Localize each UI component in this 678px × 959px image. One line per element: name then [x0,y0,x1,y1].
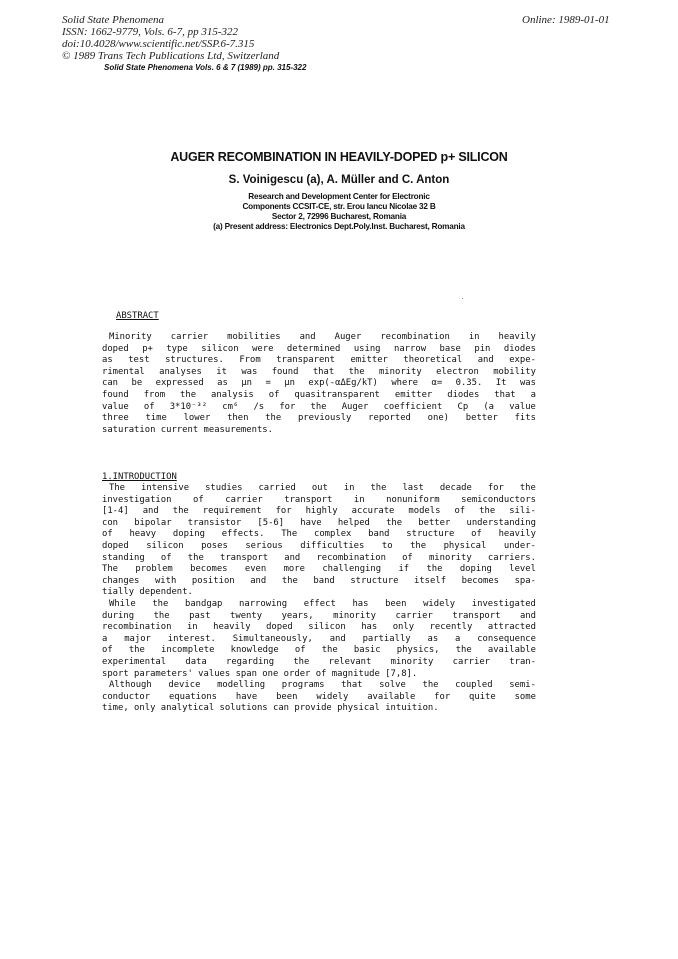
word: narrow [394,343,427,354]
word: of [294,645,306,656]
word: decade [439,483,472,493]
word: found [271,366,299,377]
paper-authors: S. Voinigescu (a), A. Müller and C. Anton [228,174,450,186]
word: serious [245,540,283,551]
word: incomplete [161,645,215,656]
word: and [299,332,316,342]
text-line [102,506,536,518]
word: the [187,552,204,563]
word: bandgap [185,598,223,609]
word: for [279,401,296,412]
word: interest. [167,633,216,644]
word: theoretical [403,355,463,366]
word: narrowing [239,598,288,609]
word: was [519,378,536,389]
word: the [370,483,387,493]
word: the [410,540,427,551]
word: device [168,680,201,691]
text-line [102,402,536,414]
word: under- [503,540,536,551]
word: in [343,483,355,493]
doi-line: doi:10.4028/www.scientific.net/SSP.6-7.315 [62,38,255,50]
word: band [313,575,335,586]
word: Auger [341,401,369,412]
word: The [281,529,298,540]
word: in [468,332,480,342]
word: previously [297,413,352,424]
word: and [519,610,536,621]
word: itself [414,575,447,586]
word: even [244,564,267,575]
word: in [186,622,198,633]
word: Simultaneously, [232,633,313,644]
word: transistor [187,517,242,528]
word: While [109,598,136,609]
word: were [252,343,274,354]
text-line [102,634,536,646]
word: the [386,517,403,528]
word: the [281,575,298,586]
word: base [439,343,461,354]
word: The [102,564,119,575]
word: determined [286,343,341,354]
word: and [142,506,159,517]
word: was [241,366,258,377]
scan-speck [462,298,463,299]
word: conductor [102,691,151,702]
text-line [102,483,536,495]
text-line [102,564,536,576]
word: doping [459,564,492,575]
abstract-body [102,332,536,436]
word: during [102,610,135,621]
word: programs [281,680,325,691]
text-line [102,367,536,379]
word: the [310,401,327,412]
word: effect [303,598,336,609]
word: analyses [159,366,202,377]
word: widely [316,691,349,702]
word: α= [431,378,443,389]
word: μn [284,378,295,389]
word: has [361,622,378,633]
word: that [312,366,335,377]
text-line [102,332,536,344]
word: heavily [498,529,536,540]
text-line [102,413,536,425]
word: the [128,645,145,656]
word: quasitransparent [294,389,380,400]
word: the [152,598,169,609]
word: minority [428,552,472,563]
word: the [479,506,496,517]
word: carriers. [487,552,536,563]
word: only [392,622,415,633]
word: bipolar [134,517,172,528]
word: have [300,517,322,528]
abstract-heading: ABSTRACT [116,311,159,321]
word: of [102,645,113,656]
copyright-line: © 1989 Trans Tech Publications Ltd, Switzerland [62,50,280,62]
text-line [102,541,536,553]
word: with [154,575,177,586]
text-line [102,553,536,565]
word: the [153,610,170,621]
affiliation-line-1: Research and Development Center for Electronic [248,192,430,201]
word: carrier [452,656,491,667]
word: recombination [380,332,450,342]
word: level [509,564,536,575]
word: past [189,610,211,621]
word: twenty [230,610,263,621]
word: and [329,633,346,644]
word: investigation [102,494,172,505]
word: in [353,494,365,505]
word: changes [102,575,140,586]
word: of [268,389,280,400]
word: value [102,401,129,412]
word: standing [102,552,145,563]
word: a [530,389,536,400]
word: investigated [471,598,536,609]
running-head: Solid State Phenomena Vols. 6 & 7 (1989) pp. 315-322 [104,63,307,72]
text-line [102,518,536,530]
word: more [283,564,305,575]
text-line [102,611,536,623]
text-line [102,378,536,390]
word: difficulties [300,540,365,551]
text-line [102,692,536,704]
introduction-heading: 1.INTRODUCTION [102,472,177,482]
word: found [102,389,129,400]
text-line [102,657,536,669]
word: type [166,343,188,354]
word: accurate [351,506,395,517]
word: physical [443,540,487,551]
word: diodes [503,343,536,354]
word: Auger [334,332,362,342]
word: diodes [447,389,480,400]
word: attracted [487,622,536,633]
word: basic [353,645,381,656]
word: if [398,564,410,575]
text-line [102,529,536,541]
word: carrier [395,610,433,621]
word: transport [219,552,269,563]
word: recently [429,622,473,633]
word: partially [362,633,411,644]
word: semiconductors [461,494,536,505]
word: emitter [350,355,388,366]
word: sili- [509,506,536,517]
affiliation-line-3: Sector 2, 72996 Bucharest, Romania [271,212,407,221]
text-line [102,495,536,507]
introduction-body [102,483,536,715]
word: available [487,645,536,656]
word: transport [452,610,501,621]
word: relevant [328,656,372,667]
word: heavy [129,529,157,540]
word: heavily [213,622,251,633]
text-line [102,576,536,588]
word: structure [406,529,455,540]
word: regarding [226,656,275,667]
word: becomes [461,575,500,586]
word: structure [350,575,399,586]
word: the [422,680,439,691]
word: some [514,691,536,702]
word: lower [183,413,211,424]
word: doped [102,540,129,551]
word: doped [266,622,293,633]
word: = [265,378,271,389]
word: p+ [142,343,153,354]
word: (a [483,401,495,412]
word: poses [201,540,228,551]
word: [1-4] [102,506,129,517]
word: silicon [146,540,184,551]
word: been [385,598,407,609]
online-date: Online: 1989-01-01 [522,14,610,26]
word: a [455,633,461,644]
word: have [235,691,258,702]
word: tran- [509,656,536,667]
word: doped [102,343,129,354]
word: analysis [211,389,254,400]
text-line: sport parameters' values span one order of magnitude [7,8]. [102,668,418,679]
word: expressed [155,378,204,389]
text-line [102,599,536,611]
word: spa- [514,575,536,586]
word: quite [469,691,496,702]
word: studies [205,483,243,493]
issn-line: ISSN: 1662-9779, Vols. 6-7, pp 315-322 [62,26,238,38]
word: from [143,389,166,400]
word: highly [305,506,338,517]
word: expe- [509,355,536,366]
word: From [239,355,261,366]
word: carried [258,483,296,493]
word: that [494,389,516,400]
affiliation-line-2: Components CCSIT-CE, str. Erou Iancu Nicolae 32 B [242,202,436,211]
word: the [348,366,365,377]
word: requirement [202,506,262,517]
word: better [465,413,498,424]
word: the [426,564,443,575]
word: better [418,517,451,528]
word: minority [390,656,434,667]
word: position [191,575,235,586]
word: years, [281,610,314,621]
text-line [102,344,536,356]
word: rimental [102,366,145,377]
word: challenging [322,564,382,575]
word: emitter [394,389,433,400]
word: Minority [109,332,152,342]
word: recombination [102,622,172,633]
word: three [102,413,129,424]
word: μn [241,378,252,389]
word: transport [284,494,333,505]
text-line: tially dependent. [102,587,193,598]
word: mobilities [227,332,281,342]
word: and [284,552,301,563]
word: exp(-αΔEg/kT) [308,378,378,389]
word: out [311,483,328,493]
word: it [216,366,227,377]
word: using [353,343,381,354]
text-line [102,355,536,367]
word: understanding [466,517,536,528]
word: the [519,483,536,493]
word: 0.35. [455,378,483,389]
text-line [102,622,536,634]
word: of [143,401,155,412]
word: widely [423,598,456,609]
word: of [454,506,466,517]
word: of [471,529,482,540]
word: solve [379,680,406,691]
paper-title: AUGER RECOMBINATION IN HEAVILY-DOPED p+ SILICON [170,150,508,164]
word: where [391,378,419,389]
word: con [102,517,119,528]
word: pin [474,343,491,354]
word: Although [109,680,152,691]
word: heavily [498,332,536,342]
word: physics, [396,645,440,656]
word: last [402,483,424,493]
word: the [293,656,310,667]
word: one) [427,413,450,424]
word: equations [168,691,218,702]
word: It [495,378,507,389]
journal-name: Solid State Phenomena [62,14,165,26]
word: carrier [170,332,209,342]
word: and [250,575,267,586]
word: available [367,691,416,702]
word: doping [172,529,205,540]
word: cm⁶ [222,401,239,412]
word: mobility [493,366,536,377]
word: be [131,378,143,389]
word: then [227,413,249,424]
word: helped [337,517,370,528]
word: experimental [102,656,167,667]
word: models [408,506,441,517]
word: fits [514,413,536,424]
word: of [160,552,172,563]
word: can [102,378,119,389]
word: for [434,691,451,702]
word: minority [333,610,376,621]
word: intensive [141,483,190,493]
word: major [124,633,151,644]
word: the [172,506,189,517]
word: of [193,494,204,505]
word: carrier [225,494,263,505]
word: a [102,633,108,644]
affiliation-line-4: (a) Present address: Electronics Dept.Poly.Inst. Bucharest, Romania [213,222,465,231]
word: value [509,401,536,412]
word: silicon [201,343,239,354]
word: of [402,552,413,563]
word: the [265,413,282,424]
word: structures. [165,355,224,366]
word: electron [436,366,479,377]
word: knowledge [230,645,279,656]
word: to [381,540,393,551]
word: the [455,645,472,656]
word: coefficient [383,401,443,412]
word: silicon [308,622,346,633]
word: the [180,389,197,400]
word: semi- [509,680,536,691]
text-line [102,390,536,402]
word: test [128,355,150,366]
word: complex [314,529,352,540]
text-line [102,680,536,692]
word: /s [253,401,265,412]
word: minority [378,366,422,377]
word: coupled [455,680,493,691]
word: as [217,378,228,389]
word: The [109,483,126,493]
word: as [102,355,113,366]
word: been [276,691,298,702]
word: of [102,529,113,540]
word: for [487,483,504,493]
word: consequence [477,633,536,644]
word: transparent [276,355,335,366]
word: nonuniform [386,494,440,505]
word: the [321,645,338,656]
word: that [341,680,363,691]
text-line: time, only analytical solutions can provide physical intuition. [102,703,439,714]
word: as [427,633,439,644]
word: reported [368,413,411,424]
publication-info [62,14,279,62]
word: data [185,656,207,667]
word: Cp [457,401,469,412]
word: problem [135,564,173,575]
word: [5-6] [257,517,285,528]
word: modelling [217,680,266,691]
word: effects. [221,529,265,540]
word: for [275,506,292,517]
word: has [352,598,369,609]
word: becomes [190,564,228,575]
word: 3*10⁻³² [169,401,208,412]
text-line: saturation current measurements. [102,424,273,435]
word: band [368,529,390,540]
text-line [102,645,536,657]
word: recombination [316,552,386,563]
word: and [477,355,494,366]
word: time [145,413,167,424]
